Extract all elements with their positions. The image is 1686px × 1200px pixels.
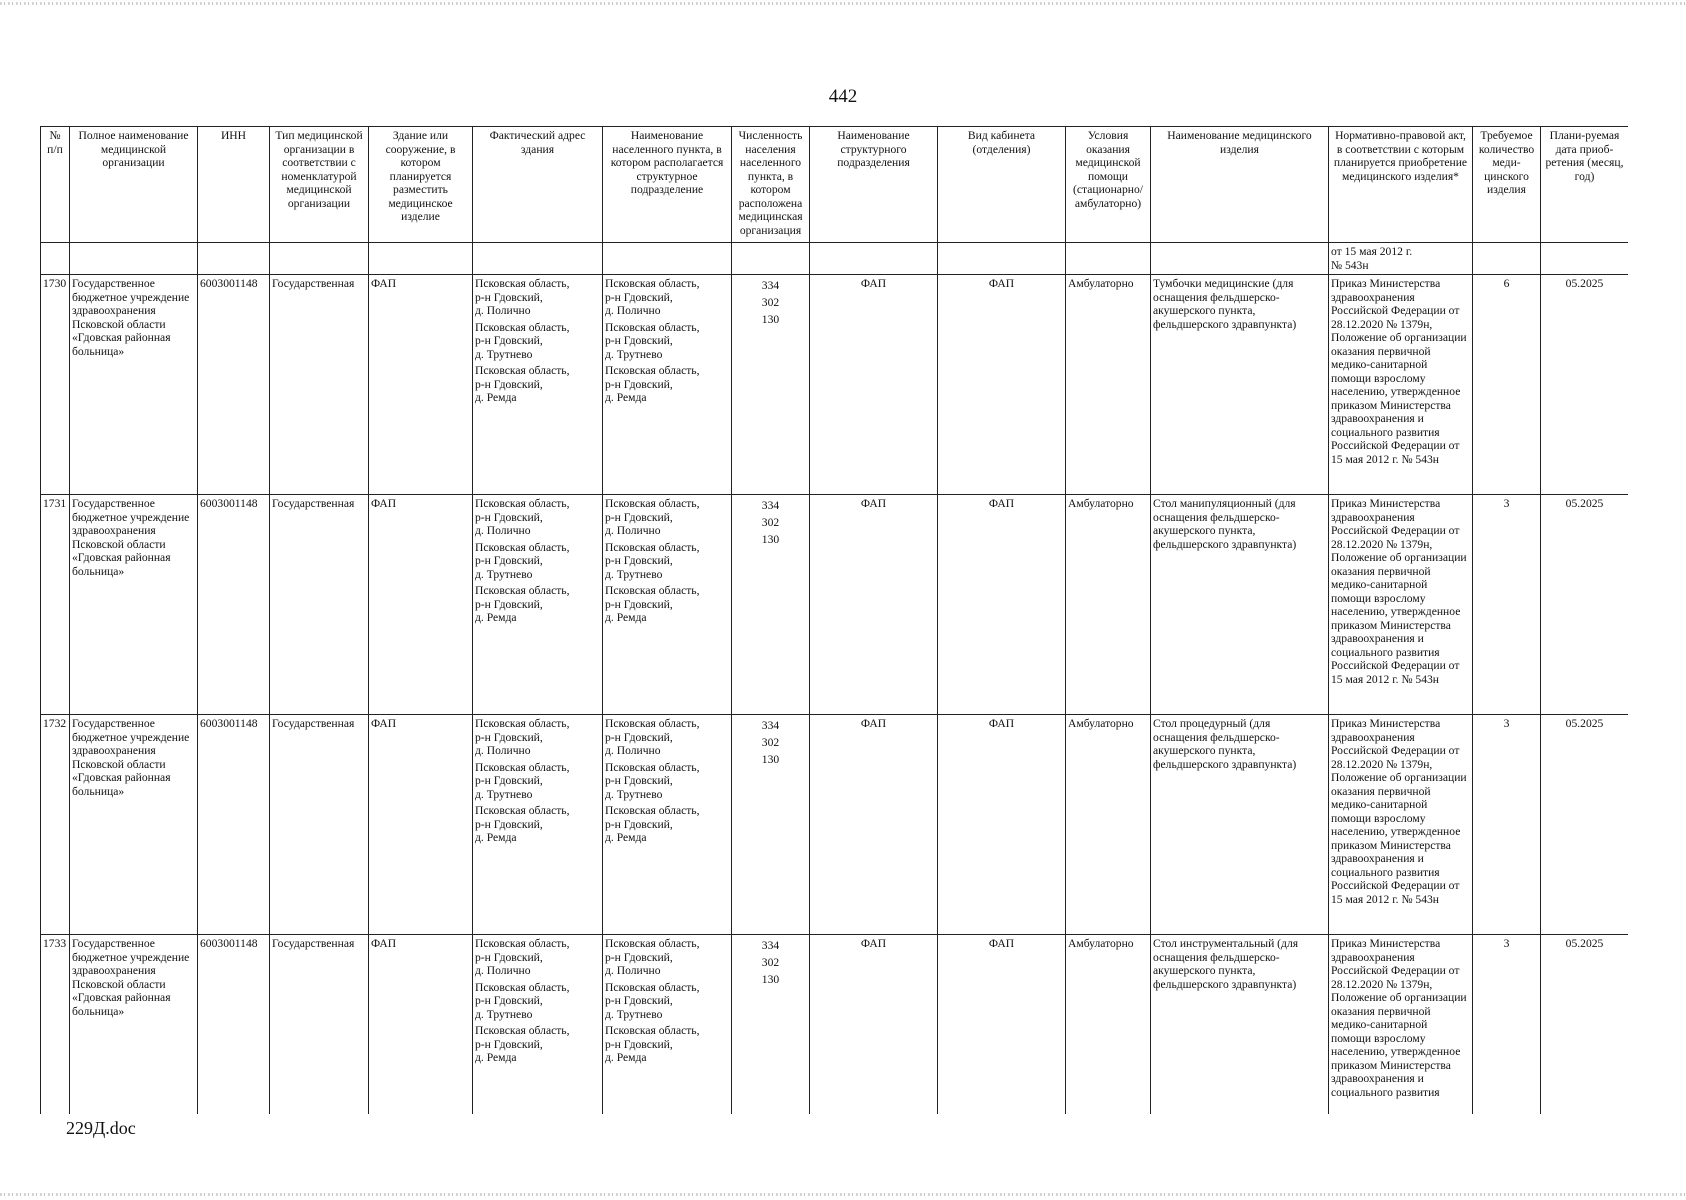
address-cell — [473, 275, 603, 495]
care-conditions: Амбулаторно — [1066, 935, 1151, 1115]
legal-act: Приказ Министерства здравоохранения Российской Федерации от 28.12.2020 № 1379н, Положение об организации оказания первичной медико-санитарной помощи взрослому населению, утвержденное приказом Министерства здравоохранения и социального развития Российской Федерации от 15 мая 2012 г. № 543н — [1329, 715, 1473, 935]
table-row — [41, 495, 1629, 715]
structural-unit: ФАП — [810, 495, 938, 715]
table-header-row — [41, 127, 1629, 243]
quantity: 3 — [1473, 935, 1541, 1115]
legal-act: Приказ Министерства здравоохранения Российской Федерации от 28.12.2020 № 1379н, Положение об организации оказания первичной медико-санитарной помощи взрослому населению, утвержденное приказом Министерства здравоохранения и социального развития — [1329, 935, 1473, 1115]
address: Псковская область, р-н Гдовский, д. Трутнево — [475, 540, 570, 581]
scan-edge-top — [0, 2, 1686, 5]
building: ФАП — [369, 935, 473, 1115]
header-legal-act: Нормативно-правовой акт, в соответствии с которым планируется приобретение медицинского изделия* — [1329, 127, 1473, 243]
org-type: Государственная — [270, 275, 369, 495]
address: Псковская область, р-н Гдовский, д. Трутнево — [475, 980, 570, 1021]
header-number: № п/п — [41, 127, 70, 243]
address: Псковская область, р-н Гдовский, д. Полично — [475, 937, 570, 977]
address: Псковская область, р-н Гдовский, д. Ремда — [475, 584, 570, 624]
header-cabinet: Вид кабинета (отделения) — [938, 127, 1066, 243]
population: 334 302 130 — [732, 495, 810, 715]
cabinet-type: ФАП — [938, 275, 1066, 495]
structural-unit: ФАП — [810, 715, 938, 935]
quantity: 3 — [1473, 715, 1541, 935]
quantity: 3 — [1473, 495, 1541, 715]
table-row — [41, 275, 1629, 495]
footer-filename: 229Д.doc — [66, 1118, 136, 1138]
address: Псковская область, р-н Гдовский, д. Полично — [475, 497, 570, 537]
header-date: Плани-руемая дата приоб-ретения (месяц, год) — [1541, 127, 1629, 243]
equipment-table — [40, 126, 1628, 1114]
cabinet-type: ФАП — [938, 495, 1066, 715]
legal-act: Приказ Министерства здравоохранения Российской Федерации от 28.12.2020 № 1379н, Положение об организации оказания первичной медико-санитарной помощи взрослому населению, утвержденное приказом Министерства здравоохранения и социального развития Российской Федерации от 15 мая 2012 г. № 543н — [1329, 275, 1473, 495]
device-name: Стол процедурный (для оснащения фельдшерско-акушерского пункта, фельдшерского здравпункта) — [1151, 715, 1329, 935]
population: 334 302 130 — [732, 715, 810, 935]
settlement: Псковская область, р-н Гдовский, д. Ремда — [605, 1024, 700, 1064]
cabinet-type: ФАП — [938, 935, 1066, 1115]
table-row — [41, 715, 1629, 935]
quantity: 6 — [1473, 275, 1541, 495]
row-number: 1730 — [41, 275, 70, 495]
header-conditions: Условия оказания медицинской помощи (стационарно/ амбулаторно) — [1066, 127, 1151, 243]
continuation-act-text: от 15 мая 2012 г. № 543н — [1329, 243, 1473, 275]
settlement: Псковская область, р-н Гдовский, д. Ремда — [605, 804, 700, 844]
row-number: 1731 — [41, 495, 70, 715]
org-type: Государственная — [270, 935, 369, 1115]
header-settlement: Наименование населенного пункта, в котором располагается структурное подразделение — [603, 127, 732, 243]
settlement-cell — [603, 275, 732, 495]
building: ФАП — [369, 275, 473, 495]
org-type: Государственная — [270, 715, 369, 935]
scan-edge-bottom — [0, 1193, 1686, 1196]
settlement: Псковская область, р-н Гдовский, д. Полично — [605, 717, 700, 757]
device-name: Тумбочки медицинские (для оснащения фельдшерско-акушерского пункта, фельдшерского здравпункта) — [1151, 275, 1329, 495]
device-name: Стол манипуляционный (для оснащения фельдшерско-акушерского пункта, фельдшерского здравпункта) — [1151, 495, 1329, 715]
address: Псковская область, р-н Гдовский, д. Трутнево — [475, 320, 570, 361]
settlement-cell — [603, 495, 732, 715]
structural-unit: ФАП — [810, 935, 938, 1115]
page-number: 442 — [828, 86, 858, 107]
settlement-cell — [603, 935, 732, 1115]
header-inn: ИНН — [198, 127, 270, 243]
address: Псковская область, р-н Гдовский, д. Трутнево — [475, 760, 570, 801]
purchase-date: 05.2025 — [1541, 715, 1629, 935]
equipment-table-sheet — [40, 126, 1628, 1114]
address: Псковская область, р-н Гдовский, д. Полично — [475, 277, 570, 317]
org-name: Государственное бюджетное учреждение здравоохранения Псковской области «Гдовская районная больница» — [70, 935, 198, 1115]
care-conditions: Амбулаторно — [1066, 275, 1151, 495]
inn: 6003001148 — [198, 715, 270, 935]
population: 334 302 130 — [732, 275, 810, 495]
purchase-date: 05.2025 — [1541, 275, 1629, 495]
settlement: Псковская область, р-н Гдовский, д. Трутнево — [605, 760, 700, 801]
row-number: 1732 — [41, 715, 70, 935]
purchase-date: 05.2025 — [1541, 495, 1629, 715]
settlement: Псковская область, р-н Гдовский, д. Трутнево — [605, 320, 700, 361]
address: Псковская область, р-н Гдовский, д. Полично — [475, 717, 570, 757]
settlement: Псковская область, р-н Гдовский, д. Полично — [605, 497, 700, 537]
cabinet-type: ФАП — [938, 715, 1066, 935]
header-population: Численность населения населенного пункта, в котором расположена медицинская организация — [732, 127, 810, 243]
address: Псковская область, р-н Гдовский, д. Ремда — [475, 1024, 570, 1064]
settlement: Псковская область, р-н Гдовский, д. Ремда — [605, 584, 700, 624]
org-name: Государственное бюджетное учреждение здравоохранения Псковской области «Гдовская районная больница» — [70, 275, 198, 495]
address-cell — [473, 715, 603, 935]
table-row — [41, 935, 1629, 1115]
header-org-name: Полное наименование медицинской организации — [70, 127, 198, 243]
header-device: Наименование медицинского изделия — [1151, 127, 1329, 243]
address-cell — [473, 935, 603, 1115]
building: ФАП — [369, 715, 473, 935]
row-number: 1733 — [41, 935, 70, 1115]
org-type: Государственная — [270, 495, 369, 715]
settlement: Псковская область, р-н Гдовский, д. Трутнево — [605, 540, 700, 581]
continuation-row — [41, 243, 1629, 275]
header-address: Фактический адрес здания — [473, 127, 603, 243]
settlement-cell — [603, 715, 732, 935]
address: Псковская область, р-н Гдовский, д. Ремда — [475, 364, 570, 404]
population: 334 302 130 — [732, 935, 810, 1115]
inn: 6003001148 — [198, 935, 270, 1115]
header-quantity: Требуемое количество меди-цинского изделия — [1473, 127, 1541, 243]
header-org-type: Тип медицинской организации в соответствии с номенклатурой медицинской организации — [270, 127, 369, 243]
org-name: Государственное бюджетное учреждение здравоохранения Псковской области «Гдовская районная больница» — [70, 715, 198, 935]
header-building: Здание или сооружение, в котором планируется разместить медицинское изделие — [369, 127, 473, 243]
org-name: Государственное бюджетное учреждение здравоохранения Псковской области «Гдовская районная больница» — [70, 495, 198, 715]
building: ФАП — [369, 495, 473, 715]
care-conditions: Амбулаторно — [1066, 495, 1151, 715]
structural-unit: ФАП — [810, 275, 938, 495]
legal-act: Приказ Министерства здравоохранения Российской Федерации от 28.12.2020 № 1379н, Положение об организации оказания первичной медико-санитарной помощи взрослому населению, утвержденное приказом Министерства здравоохранения и социального развития Российской Федерации от 15 мая 2012 г. № 543н — [1329, 495, 1473, 715]
care-conditions: Амбулаторно — [1066, 715, 1151, 935]
settlement: Псковская область, р-н Гдовский, д. Полично — [605, 277, 700, 317]
device-name: Стол инструментальный (для оснащения фельдшерско-акушерского пункта, фельдшерского здравпункта) — [1151, 935, 1329, 1115]
inn: 6003001148 — [198, 495, 270, 715]
header-unit: Наименование структурного подразделения — [810, 127, 938, 243]
settlement: Псковская область, р-н Гдовский, д. Полично — [605, 937, 700, 977]
address-cell — [473, 495, 603, 715]
settlement: Псковская область, р-н Гдовский, д. Ремда — [605, 364, 700, 404]
inn: 6003001148 — [198, 275, 270, 495]
address: Псковская область, р-н Гдовский, д. Ремда — [475, 804, 570, 844]
settlement: Псковская область, р-н Гдовский, д. Трутнево — [605, 980, 700, 1021]
purchase-date: 05.2025 — [1541, 935, 1629, 1115]
